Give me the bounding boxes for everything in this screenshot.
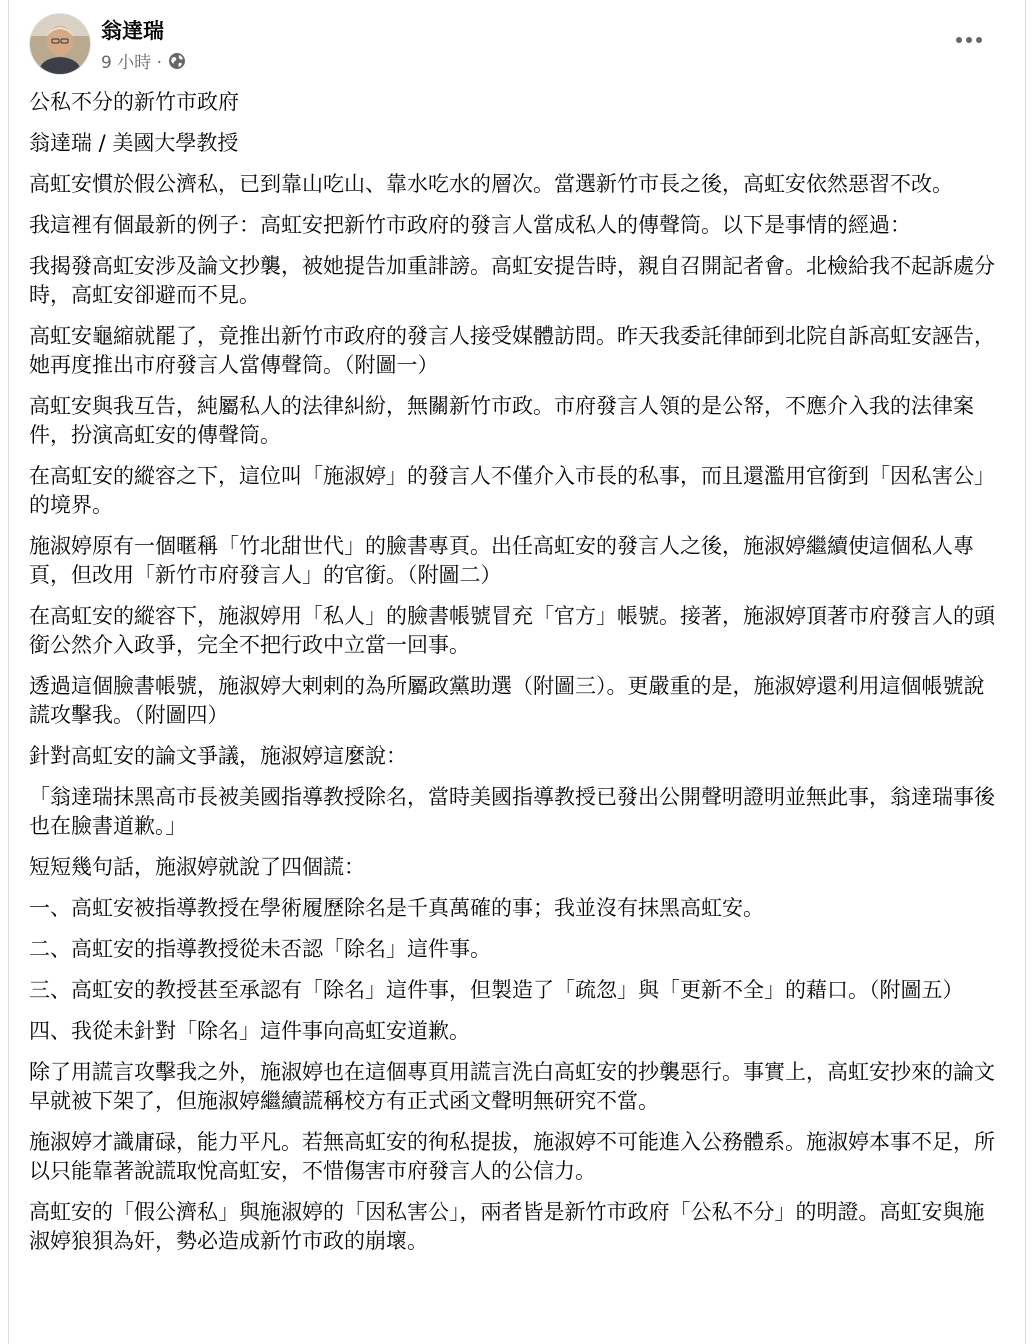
- post-card: [8, 0, 1026, 1344]
- post-paragraph: 短短幾句話，施淑婷就說了四個謊：: [29, 855, 365, 879]
- post-quote: 「翁達瑞抹黑高市長被美國指導教授除名，當時美國指導教授已發出公開聲明證明並無此事，翁達瑞事後也在臉書道歉。」: [29, 785, 995, 838]
- post-paragraph: 施淑婷原有一個暱稱「竹北甜世代」的臉書專頁。出任高虹安的發言人之後，施淑婷繼續使這個私人專頁，但改用「新竹市府發言人」的官銜。（附圖二）: [29, 534, 974, 587]
- post-paragraph: 高虹安龜縮就罷了，竟推出新竹市政府的發言人接受媒體訪問。昨天我委託律師到北院自訴高虹安誣告，她再度推出市府發言人當傳聲筒。（附圖一）: [29, 324, 995, 377]
- post-list-item: 一、高虹安被指導教授在學術履歷除名是千真萬確的事；我並沒有抹黑高虹安。: [29, 896, 764, 920]
- post-list-item: 四、我從未針對「除名」這件事向高虹安道歉。: [29, 1019, 470, 1043]
- post-list-item: 二、高虹安的指導教授從未否認「除名」這件事。: [29, 937, 491, 961]
- post-byline: 翁達瑞 / 美國大學教授: [29, 131, 239, 155]
- post-paragraph: 施淑婷才識庸碌，能力平凡。若無高虹安的徇私提拔，施淑婷不可能進入公務體系。施淑婷本事不足，所以只能靠著說謊取悅高虹安，不惜傷害市府發言人的公信力。: [29, 1130, 995, 1183]
- post-paragraph: 透過這個臉書帳號，施淑婷大剌剌的為所屬政黨助選（附圖三）。更嚴重的是，施淑婷還利用這個帳號說謊攻擊我。（附圖四）: [29, 674, 985, 727]
- post-paragraph: 高虹安的「假公濟私」與施淑婷的「因私害公」，兩者皆是新竹市政府「公私不分」的明證。高虹安與施淑婷狼狽為奸，勢必造成新竹市政的崩壞。: [29, 1200, 985, 1253]
- post-meta: [101, 48, 186, 73]
- author-name[interactable]: 翁達瑞: [101, 19, 164, 43]
- post-paragraph: 除了用謊言攻擊我之外，施淑婷也在這個專頁用謊言洗白高虹安的抄襲惡行。事實上，高虹安抄來的論文早就被下架了，但施淑婷繼續謊稱校方有正式函文聲明無研究不當。: [29, 1060, 995, 1113]
- post-timestamp[interactable]: 9 小時 ·: [101, 53, 163, 73]
- post-title: 公私不分的新竹市政府: [29, 90, 239, 114]
- post-header: [9, 0, 1025, 86]
- more-options-icon[interactable]: [949, 26, 989, 54]
- post-body: [29, 88, 1003, 1268]
- post-paragraph: 我這裡有個最新的例子：高虹安把新竹市政府的發言人當成私人的傳聲筒。以下是事情的經過：: [29, 213, 911, 237]
- post-paragraph: 我揭發高虹安涉及論文抄襲，被她提告加重誹謗。高虹安提告時，親自召開記者會。北檢給我不起訴處分時，高虹安卻避而不見。: [29, 254, 995, 307]
- post-paragraph: 高虹安慣於假公濟私，已到靠山吃山、靠水吃水的層次。當選新竹市長之後，高虹安依然惡習不改。: [29, 172, 953, 196]
- post-list-item: 三、高虹安的教授甚至承認有「除名」這件事，但製造了「疏忽」與「更新不全」的藉口。（附圖五）: [29, 978, 964, 1002]
- post-paragraph: 針對高虹安的論文爭議，施淑婷這麼說：: [29, 744, 407, 768]
- post-paragraph: 高虹安與我互告，純屬私人的法律糾紛，無關新竹市政。市府發言人領的是公帑，不應介入我的法律案件，扮演高虹安的傳聲筒。: [29, 394, 974, 447]
- globe-icon[interactable]: [168, 52, 186, 70]
- avatar[interactable]: [29, 13, 91, 75]
- post-paragraph: 在高虹安的縱容下，施淑婷用「私人」的臉書帳號冒充「官方」帳號。接著，施淑婷頂著市府發言人的頭銜公然介入政爭，完全不把行政中立當一回事。: [29, 604, 995, 657]
- post-paragraph: 在高虹安的縱容之下，這位叫「施淑婷」的發言人不僅介入市長的私事，而且還濫用官銜到「因私害公」的境界。: [29, 464, 995, 517]
